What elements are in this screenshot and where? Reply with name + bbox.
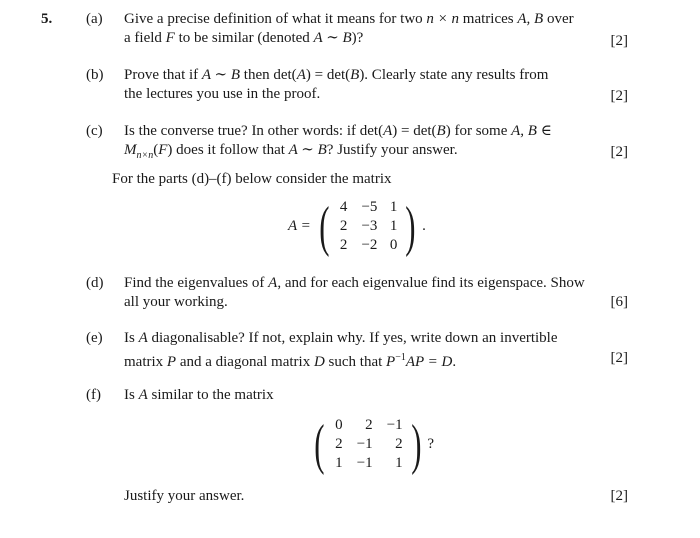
matrix-f-grid xyxy=(329,416,407,473)
part-d-math-a: A xyxy=(268,275,278,291)
part-a-label: (a) xyxy=(86,11,103,27)
matrix-a-right-paren: ) xyxy=(405,195,416,258)
part-c-math-a: A xyxy=(383,123,393,139)
matrix-a-cell: 1 xyxy=(389,199,398,215)
matrix-a-lhs: A = xyxy=(288,218,311,234)
part-c-line1-pre: Is the converse true? In other words: if det( xyxy=(124,123,384,139)
part-a-line1 xyxy=(124,10,604,29)
part-a-math-nxn: n × n xyxy=(426,11,460,27)
part-f-label: (f) xyxy=(86,387,101,403)
matrix-f xyxy=(310,413,434,476)
part-c-math-ab: A, B xyxy=(511,123,537,139)
part-f-marks: [2] xyxy=(610,488,628,504)
matrix-f-right-paren: ) xyxy=(410,413,422,476)
matrix-f-left-paren: ( xyxy=(314,413,325,476)
part-c-math-f: F xyxy=(158,142,168,158)
matrix-a-cell: 0 xyxy=(389,237,398,253)
question-number: 5. xyxy=(41,11,53,27)
part-c-line2-mid2: ) does it follow that xyxy=(167,142,289,158)
matrix-a-trail: . xyxy=(422,218,426,234)
part-e-math-d: D xyxy=(313,354,325,370)
part-a-line1-post: over xyxy=(543,11,574,27)
part-c-line2 xyxy=(124,141,604,165)
matrix-f-cell: −1 xyxy=(356,455,373,471)
part-e-line2 xyxy=(124,348,604,372)
part-e-math-sup: −1 xyxy=(395,352,406,363)
part-e-line2-mid2: such that xyxy=(324,354,387,370)
part-c-math-sim: A ∼ B xyxy=(288,142,327,158)
matrix-a-left-paren: ( xyxy=(318,195,330,258)
part-b-text xyxy=(124,66,604,104)
matrix-a-cell: 2 xyxy=(339,218,348,234)
part-b-line1-post: ). Clearly state any results from xyxy=(359,67,549,83)
part-a-line1-pre: Give a precise definition of what it means for two xyxy=(124,11,427,27)
part-c-text xyxy=(124,122,604,165)
part-a-line2-pre: a field xyxy=(124,30,166,46)
matrix-f-equation xyxy=(310,413,434,476)
part-d-line1-post: , and for each eigenvalue find its eigenspace. Show xyxy=(277,275,585,291)
part-c-marks: [2] xyxy=(610,144,628,160)
part-e-line1 xyxy=(124,329,604,348)
part-d-line1 xyxy=(124,274,604,293)
matrix-f-cell: 2 xyxy=(395,436,403,452)
part-c-math-b: B xyxy=(436,123,446,139)
part-a-marks: [2] xyxy=(610,33,628,49)
matrix-f-cell: 1 xyxy=(335,455,343,471)
part-b-math-b: B xyxy=(350,67,360,83)
part-d-marks: [6] xyxy=(610,294,628,310)
part-a-line2-mid: to be similar (denoted xyxy=(174,30,314,46)
matrix-intro: For the parts (d)–(f) below consider the matrix xyxy=(112,171,392,187)
part-b-math-a: A xyxy=(296,67,306,83)
matrix-f-cell: 0 xyxy=(335,417,343,433)
part-e-line1-pre: Is xyxy=(124,330,139,346)
part-d-label: (d) xyxy=(86,275,104,291)
part-a-line1-mid: matrices xyxy=(459,11,518,27)
matrix-f-cell: −1 xyxy=(386,417,403,433)
part-a-line2 xyxy=(124,29,604,48)
part-c-line1 xyxy=(124,122,604,141)
part-a-math-f: F xyxy=(165,30,175,46)
matrix-f-cell: −1 xyxy=(356,436,373,452)
part-b-line2: the lectures you use in the proof. xyxy=(124,86,321,102)
matrix-a-cell: 4 xyxy=(339,199,348,215)
matrix-a-equation xyxy=(288,195,426,258)
part-c-line1-mid: ) = det( xyxy=(392,123,437,139)
part-c-line2-mid: ( xyxy=(153,142,159,158)
part-d-text xyxy=(124,274,604,312)
part-a-text xyxy=(124,10,604,48)
part-c-line1-post: ∈ xyxy=(536,123,552,139)
part-e-marks: [2] xyxy=(610,350,628,366)
part-e-line2-post: . xyxy=(452,354,457,370)
matrix-a xyxy=(288,195,426,258)
part-a-line2-post: )? xyxy=(351,30,364,46)
part-c-line2-post: ? Justify your answer. xyxy=(326,142,458,158)
part-e-math-p2: P xyxy=(386,354,396,370)
part-f-line1-pre: Is xyxy=(124,387,139,403)
part-b-line1-pre: Prove that if xyxy=(124,67,202,83)
part-d-line2: all your working. xyxy=(124,294,228,310)
part-f-text xyxy=(124,386,604,405)
part-e-label: (e) xyxy=(86,330,103,346)
matrix-a-cell: −5 xyxy=(361,199,378,215)
part-a-math-ab: A, B xyxy=(517,11,544,27)
matrix-a-cell: −3 xyxy=(361,218,378,234)
part-b-line1-mid2: ) = det( xyxy=(305,67,351,83)
part-e-line1-post: diagonalisable? If not, explain why. If yes, write down an invertible xyxy=(147,330,558,346)
part-b-line1-mid: then det( xyxy=(240,67,297,83)
part-f-line1-post: similar to the matrix xyxy=(147,387,274,403)
matrix-f-cell: 2 xyxy=(335,436,343,452)
part-b-math-sim: A ∼ B xyxy=(201,67,241,83)
part-c-math-m: M xyxy=(124,142,137,158)
part-e-math-p: P xyxy=(166,354,177,370)
part-b-line1 xyxy=(124,66,604,85)
part-b-marks: [2] xyxy=(610,88,628,104)
part-e-text xyxy=(124,329,604,372)
part-e-math-apd: AP = D xyxy=(405,354,453,370)
part-e-line2-pre: matrix xyxy=(124,354,167,370)
matrix-a-cell: 2 xyxy=(339,237,348,253)
part-c-math-sub: n×n xyxy=(136,150,154,161)
part-c-label: (c) xyxy=(86,123,103,139)
matrix-f-cell: 1 xyxy=(395,455,403,471)
part-b-label: (b) xyxy=(86,67,104,83)
matrix-f-trail: ? xyxy=(427,436,434,452)
part-a-math-sim: A ∼ B xyxy=(313,30,352,46)
matrix-a-cell: 1 xyxy=(389,218,398,234)
part-d-line1-pre: Find the eigenvalues of xyxy=(124,275,269,291)
part-f-justify: Justify your answer. xyxy=(124,488,245,504)
part-e-line2-mid: and a diagonal matrix xyxy=(176,354,314,370)
part-c-line1-mid2: ) for some xyxy=(445,123,512,139)
matrix-a-grid xyxy=(333,198,401,255)
part-e-math-a: A xyxy=(138,330,148,346)
matrix-f-cell: 2 xyxy=(365,417,373,433)
part-f-math-a: A xyxy=(138,387,148,403)
matrix-a-cell: −2 xyxy=(361,237,378,253)
